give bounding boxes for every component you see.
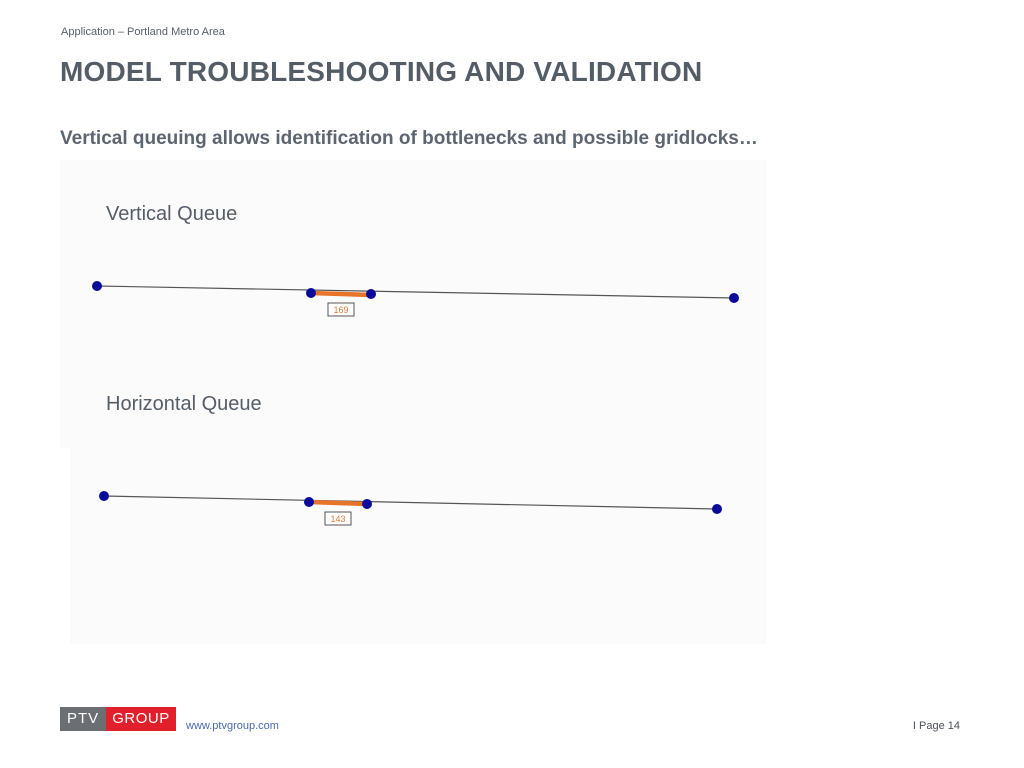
queue-length-label [325,512,351,525]
node-point[interactable] [99,491,109,501]
queue-length-value: 143 [330,514,346,524]
vertical-queue-network [92,281,739,316]
ptv-group-logo [60,707,176,731]
logo-group-text: GROUP [106,707,176,731]
queue-length-label [328,303,354,316]
node-point[interactable] [729,293,739,303]
logo-ptv-text: PTV [60,707,106,731]
vertical-queue-label: Vertical Queue [106,203,238,225]
queue-bar [309,502,367,504]
node-point[interactable] [304,497,314,507]
link-line [104,496,717,509]
breadcrumb: Application – Portland Metro Area [61,26,225,38]
page-number: I Page 14 [912,720,960,732]
footer-url-link[interactable]: www.ptvgroup.com [186,720,279,732]
horizontal-queue-network [99,491,722,525]
horizontal-queue-label: Horizontal Queue [106,393,262,415]
node-point[interactable] [306,288,316,298]
node-point[interactable] [712,504,722,514]
node-point[interactable] [366,289,376,299]
node-point[interactable] [362,499,372,509]
queue-length-value: 169 [333,305,349,315]
page-title: MODEL TROUBLESHOOTING AND VALIDATION [60,56,703,87]
node-point[interactable] [92,281,102,291]
link-line [97,286,734,298]
queue-bar [311,293,371,295]
page-subtitle: Vertical queuing allows identification of bottlenecks and possible gridlocks… [60,128,758,149]
